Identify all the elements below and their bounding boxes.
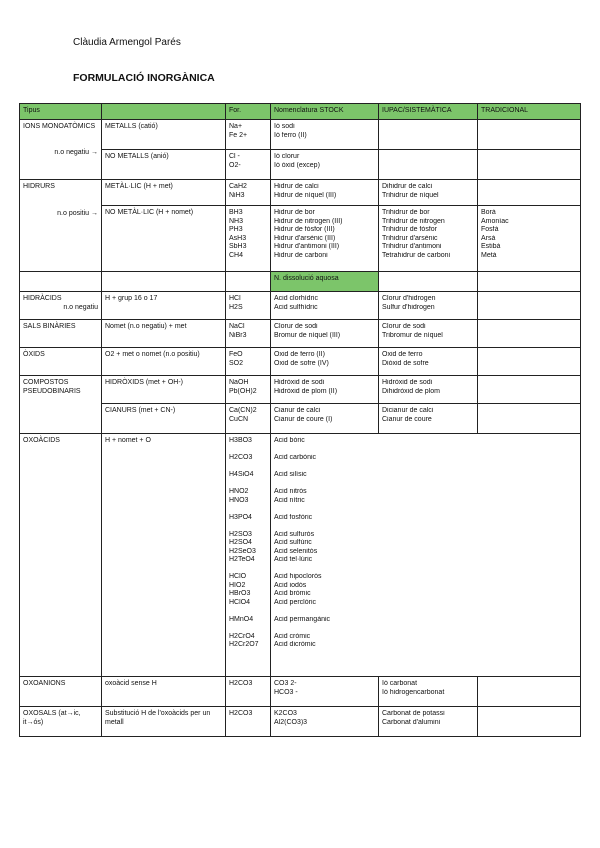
formulation-table bbox=[19, 103, 581, 737]
stock-cell: Hidrur de bor Hidrur de nitrogen (III) Hidrur de fòsfor (III) Hidrur d'arsènic (III) Hidrur d'antimoni (III) Hidrur de carboni bbox=[271, 206, 379, 272]
header-blank bbox=[102, 104, 226, 120]
empty-cell bbox=[226, 272, 271, 292]
empty-cell bbox=[379, 272, 478, 292]
formula-cell: NaOH Pb(OH)2 bbox=[226, 376, 271, 404]
tradicional-cell bbox=[478, 320, 581, 348]
aqueous-solution-label: N. dissolució aquosa bbox=[271, 272, 379, 292]
subtype-cell: H + nomet + O bbox=[102, 434, 226, 677]
subtype-cell: NO METALLS (anió) bbox=[102, 150, 226, 180]
table-row bbox=[20, 376, 581, 404]
type-cell-hidracids: HIDRÀCIDS n.o negatiu bbox=[20, 292, 102, 320]
iupac-cell: Clorur de sodi Tribromur de níquel bbox=[379, 320, 478, 348]
stock-cell: K2CO3 Al2(CO3)3 bbox=[271, 707, 379, 737]
type-cell-hidrurs bbox=[20, 180, 102, 272]
table-row bbox=[20, 120, 581, 150]
tradicional-cell bbox=[478, 120, 581, 150]
formula-cell: H2CO3 bbox=[226, 707, 271, 737]
formula-cell: NaCl NiBr3 bbox=[226, 320, 271, 348]
tradicional-cell bbox=[478, 180, 581, 206]
tradicional-cell bbox=[478, 348, 581, 376]
iupac-cell: Dicianur de calci Cianur de coure bbox=[379, 404, 478, 434]
type-cell-ions bbox=[20, 120, 102, 180]
table-row bbox=[20, 677, 581, 707]
stock-cell: Clorur de sodi Bromur de níquel (III) bbox=[271, 320, 379, 348]
formula-cell: H2CO3 bbox=[226, 677, 271, 707]
table-row bbox=[20, 292, 581, 320]
formula-cell: Na+ Fe 2+ bbox=[226, 120, 271, 150]
tradicional-cell: Borà Amoníac Fosfà Arsà Estibà Metà bbox=[478, 206, 581, 272]
formula-cell: HCl H2S bbox=[226, 292, 271, 320]
tradicional-cell bbox=[478, 404, 581, 434]
document-title: FORMULACIÓ INORGÀNICA bbox=[73, 72, 215, 84]
stock-cell: Hidròxid de sodi Hidròxid de plom (II) bbox=[271, 376, 379, 404]
type-label: HIDRURS bbox=[23, 183, 55, 190]
iupac-cell: Òxid de ferro Diòxid de sofre bbox=[379, 348, 478, 376]
iupac-cell: Clorur d'hidrogen Sulfur d'hidrogen bbox=[379, 292, 478, 320]
subtype-cell: NO METÀL·LIC (H + nomet) bbox=[102, 206, 226, 272]
stock-cell: Àcid clorhídric Àcid sulfhídric bbox=[271, 292, 379, 320]
formula-cell: H3BO3 H2CO3 H4SiO4 HNO2 HNO3 H3PO4 H2SO3 H2SO4 H2SeO3 H2TeO4 HClO HIO2 HBrO3 HClO4 HMnO4 H2CrO4 H2Cr2O7 bbox=[226, 434, 271, 677]
table-row bbox=[20, 180, 581, 206]
stock-cell: CO3 2- HCO3 - bbox=[271, 677, 379, 707]
subtype-cell: H + grup 16 o 17 bbox=[102, 292, 226, 320]
iupac-cell: Ió carbonat Ió hidrogencarbonat bbox=[379, 677, 478, 707]
type-cell-oxoanions: OXOANIONS bbox=[20, 677, 102, 707]
iupac-cell bbox=[379, 120, 478, 150]
iupac-cell: Hidròxid de sodi Dihidròxid de plom bbox=[379, 376, 478, 404]
stock-cell: Ió clorur Ió òxid (excep) bbox=[271, 150, 379, 180]
header-iupac: IUPAC/SISTEMÀTICA bbox=[379, 104, 478, 120]
tradicional-cell bbox=[478, 150, 581, 180]
subtype-cell: METÀL·LIC (H + met) bbox=[102, 180, 226, 206]
formula-cell: Cl - O2- bbox=[226, 150, 271, 180]
table-row bbox=[20, 348, 581, 376]
table-row bbox=[20, 320, 581, 348]
subtype-cell: CIANURS (met + CN-) bbox=[102, 404, 226, 434]
empty-cell bbox=[20, 272, 102, 292]
subtype-cell: O2 + met o nomet (n.o positiu) bbox=[102, 348, 226, 376]
type-cell-oxoacids: OXOÀCIDS bbox=[20, 434, 102, 677]
table-row bbox=[20, 272, 581, 292]
formula-cell: BH3 NH3 PH3 AsH3 SbH3 CH4 bbox=[226, 206, 271, 272]
stock-cell: Hidrur de calci Hidrur de níquel (III) bbox=[271, 180, 379, 206]
table-header-row bbox=[20, 104, 581, 120]
header-tradicional: TRADICIONAL bbox=[478, 104, 581, 120]
tradicional-cell bbox=[478, 376, 581, 404]
stock-cell: Àcid bòric Àcid carbònic Àcid silísic Àcid nitrós Àcid nítric Àcid fosfòric Àcid sulfurós Àcid sulfúric Àcid selenitós Àcid tel·lúric Àcid hipoclorós Àcid iodós Àcid bròmic Àcid perclòric Àcid permangànic Àcid cròmic Àcid dicròmic bbox=[271, 434, 581, 677]
table-row bbox=[20, 150, 581, 180]
type-cell-oxids: ÒXIDS bbox=[20, 348, 102, 376]
oxidation-note: n.o negatiu → bbox=[54, 148, 98, 156]
header-tipus: Tipus bbox=[20, 104, 102, 120]
oxidation-note: n.o positiu → bbox=[57, 209, 98, 217]
table-row bbox=[20, 206, 581, 272]
empty-cell bbox=[102, 272, 226, 292]
type-cell-oxosals: OXOSALS (at→ic, it→ós) bbox=[20, 707, 102, 737]
table-row bbox=[20, 434, 581, 677]
stock-cell: Ió sodi Ió ferro (II) bbox=[271, 120, 379, 150]
type-label: IONS MONOATÒMICS bbox=[23, 123, 96, 130]
iupac-cell: Trihidrur de bor Trihidrur de nitrogen Trihidrur de fòsfor Trihidrur d'arsènic Trihidrur d'antimoni Tetrahidrur de carboni bbox=[379, 206, 478, 272]
empty-cell bbox=[478, 272, 581, 292]
type-cell-compostos: COMPOSTOS PSEUDOBINARIS bbox=[20, 376, 102, 434]
tradicional-cell bbox=[478, 292, 581, 320]
iupac-cell: Dihidrur de calci Trihidrur de níquel bbox=[379, 180, 478, 206]
tradicional-cell bbox=[478, 707, 581, 737]
iupac-cell: Carbonat de potassi Carbonat d'alumini bbox=[379, 707, 478, 737]
subtype-cell: Nomet (n.o negatiu) + met bbox=[102, 320, 226, 348]
table-row bbox=[20, 707, 581, 737]
tradicional-cell bbox=[478, 677, 581, 707]
formula-cell: Ca(CN)2 CuCN bbox=[226, 404, 271, 434]
formula-cell: FeO SO2 bbox=[226, 348, 271, 376]
author-name: Clàudia Armengol Parés bbox=[73, 37, 181, 48]
table-row bbox=[20, 404, 581, 434]
stock-cell: Cianur de calci Cianur de coure (I) bbox=[271, 404, 379, 434]
stock-cell: Òxid de ferro (II) Òxid de sofre (IV) bbox=[271, 348, 379, 376]
subtype-cell: Substitució H de l'oxoàcids per un metall bbox=[102, 707, 226, 737]
iupac-cell bbox=[379, 150, 478, 180]
header-formula: For. bbox=[226, 104, 271, 120]
subtype-cell: oxoàcid sense H bbox=[102, 677, 226, 707]
subtype-cell: METALLS (catió) bbox=[102, 120, 226, 150]
type-cell-sals: SALS BINÀRIES bbox=[20, 320, 102, 348]
subtype-cell: HIDRÒXIDS (met + OH-) bbox=[102, 376, 226, 404]
header-stock: Nomenclatura STOCK bbox=[271, 104, 379, 120]
formula-cell: CaH2 NiH3 bbox=[226, 180, 271, 206]
